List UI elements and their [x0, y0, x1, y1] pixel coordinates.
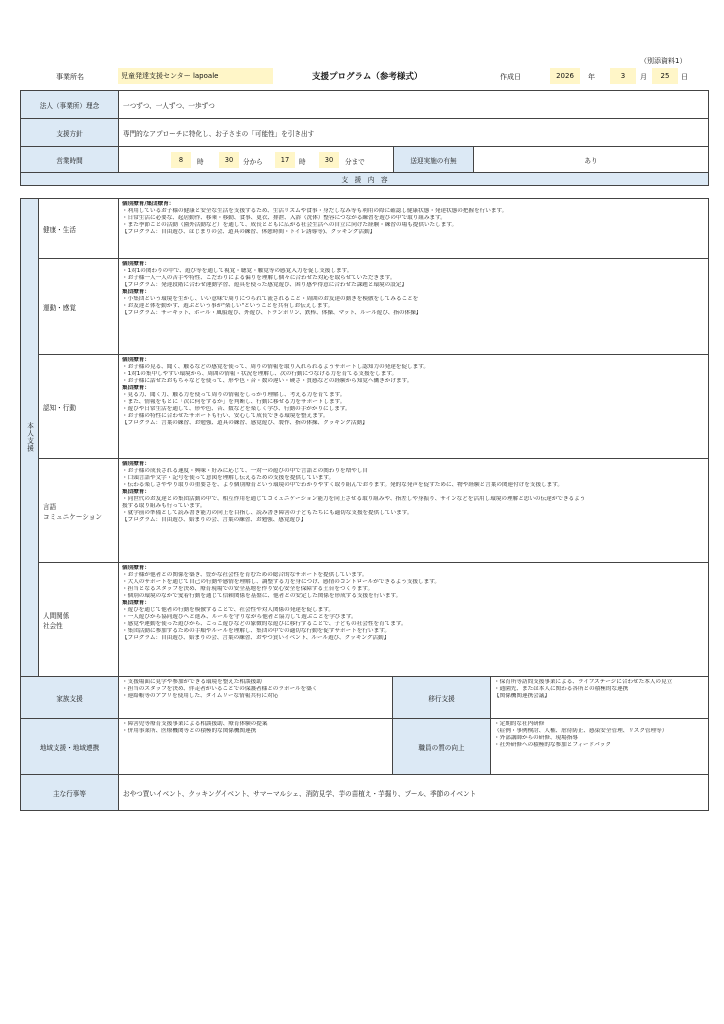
- text-line: 個別療育/集団療育：: [122, 201, 175, 207]
- text-line: ・大人のサポートを通じて自己の行動や感情を理解し、調整する力を身につけ、感情のコントロールができるよう支援します。: [122, 579, 440, 585]
- date-year-unit: 年: [588, 73, 595, 81]
- hours-value: [119, 147, 394, 173]
- section-body-social: [119, 563, 709, 677]
- text-line: ・遊びや日常生活を通して、形や色、音、数などを楽しく学び、行動の手がかりにします。: [122, 406, 351, 412]
- minute-unit-1: 分から: [243, 157, 263, 166]
- text-line: ・通園先、または本人に関わる各所との積極的な連携: [494, 686, 629, 692]
- text-line: ・定期的な社内研修: [494, 721, 545, 727]
- date-label: 作成日: [500, 73, 521, 81]
- staff-body: [491, 719, 709, 775]
- text-line: ・また、情報をもとに「次に何をするか」を判断し、行動に移せる力をサポートします。: [122, 399, 346, 405]
- transport-label: 送迎実施の有無: [394, 147, 474, 173]
- transition-label: 移行支援: [393, 677, 491, 719]
- text-line: ・担当のスタッフを決め、伴走者がいることでの保護者様とのラポールを築く: [122, 686, 318, 692]
- text-line: ・お子様の特性に合わせたサポートも行い、安心して成長できる環境を整えます。: [122, 413, 329, 419]
- start-minute: 30: [219, 152, 239, 168]
- text-line: ・口頭言語や文字・記号を使って意図を理解し伝えるための支援を提供しています。: [122, 475, 335, 481]
- text-line: 【プログラム：自由遊び、はじまりの会、道具の練習、休憩時間・トイレ誘導等)、クッキング活動】: [122, 229, 376, 235]
- date-month: 3: [610, 68, 636, 84]
- family-body: [119, 677, 393, 719]
- text-line: 【関係機関連携会議】: [494, 693, 550, 699]
- section-label-language-text: 言語 コミュニケーション: [43, 502, 102, 521]
- hours-label: 営業時間: [21, 147, 119, 173]
- text-line: ・感覚や運動を使った遊びから、ごっこ遊びなどの象徴的な遊びに移行することで、子どもの社会性を育てます。: [122, 621, 407, 627]
- text-line: ・連絡帳等のアプリを使用した、タイムリーな情報共有に対応: [122, 693, 279, 699]
- section-body-language: [119, 459, 709, 563]
- text-line: ・お子様一人一人の苦手や特性、こだわりによる偏りを理解し個々に合わせた対応を取らせていただきます。: [122, 275, 396, 281]
- section-body-cognition: [119, 355, 709, 459]
- text-line: ・お子様の成長される速度・興味・好みに応じて、一対一の遊びの中で言語との関わりを増やし自: [122, 468, 369, 474]
- content-header: 支 援 内 容: [21, 173, 709, 186]
- start-hour: 8: [171, 152, 191, 168]
- self-support-cell: [21, 199, 39, 677]
- minute-unit-2: 分まで: [345, 157, 365, 166]
- text-line: ・社外研修への積極的な参加とフィードバック: [494, 742, 611, 748]
- staff-label: 職員の質の向上: [393, 719, 491, 775]
- text-line: ・外部講師からの研修、現場指導: [494, 735, 578, 741]
- text-line: ・お子様に話せたおもちゃなどを使って、形や色・音・数の違い・硬さ・質感などの経験から知覚へ働きかけます。: [122, 378, 413, 384]
- section-label-language: [39, 459, 119, 563]
- section-label-health: 健康・生活: [39, 199, 119, 259]
- date-day: 25: [652, 68, 678, 84]
- section-body-health: [119, 199, 709, 259]
- text-line: 集団療育：: [122, 600, 150, 606]
- transport-value: あり: [474, 147, 709, 173]
- text-line: ・小集団という環境を生かし、いい意味で周りにつられて流されること・周囲のお友達の動きを模倣をしてみることを: [122, 296, 419, 302]
- text-line: ・遊びを通じて他者の行動を模倣することで、社会性や対人関係の発達を促します。: [122, 607, 335, 613]
- info-table: [20, 90, 709, 186]
- policy-label: 支援方針: [21, 119, 119, 147]
- text-line: 集団療育：: [122, 289, 150, 295]
- text-line: 個別療育：: [122, 261, 150, 267]
- text-line: ・お友達と体を動かす、遊ぶという事が"楽しい"ということを共有しお伝えします。: [122, 303, 334, 309]
- text-line: 【プログラム：自由遊び、始まりの会、言葉の練習、お勉強、感覚遊び】: [122, 517, 307, 523]
- text-line: ・お子様が他者との関係を築き、豊かな社会性を育むための総合的なサポートを提供しています。: [122, 572, 368, 578]
- text-line: ・1対1の集中しやすい環境から、周囲の情報・状況を理解し、次の行動につなげる力を育てる支援をします。: [122, 371, 398, 377]
- text-line: ・1対1の関わりの中で、遊び等を通して視覚・聴覚・触覚等の感覚入力を促し支援します。: [122, 268, 353, 274]
- end-hour: 17: [275, 152, 295, 168]
- text-line: ・集団活動に参加するための手順やルールを理解し、集団の中での適切な行動を促すサポートを行います。: [122, 628, 390, 634]
- text-line: ・一人遊びから協同遊びへと進み、ルールを守りながら他者と協力して遊ぶことを学びます。: [122, 614, 357, 620]
- text-line: ・保育所等訪問支援事業による、ライフステージに合わせた本人の見立: [494, 679, 673, 685]
- text-line: 個別療育：: [122, 565, 150, 571]
- section-label-social-text: 人間関係 社会性: [43, 611, 70, 630]
- events-value: おやつ買いイベント、クッキングイベント、サマーマルシェ、消防見学、芋の苗植え・芋掘り、プール、季節のイベント: [119, 775, 709, 811]
- section-label-cognition: 認知・行動: [39, 355, 119, 459]
- section-body-motor: [119, 259, 709, 355]
- philosophy-label: 法人（事業所）理念: [21, 91, 119, 119]
- hour-unit-1: 時: [197, 157, 204, 166]
- text-line: ・利用しているお子様の健康と安全な生活を支援するため、生活リズムや食事・身だしなみ等も利用の際に確認し健康状態・発達状態の把握を行います。: [122, 208, 508, 214]
- text-line: ・担当となるスタッフを決め、療育現場での安全基地を作り安心安全を保障する土台をつくります。: [122, 586, 374, 592]
- text-line: ・日常生活に必要な、起居動作、移乗・移動、食事、更衣、排泄、入浴（洗体）整容につながる練習を遊びの中で取り組みます。: [122, 215, 446, 221]
- date-year: 2026: [550, 68, 580, 84]
- text-line: ・支援場面に見学や参加ができる環境を整えた相談援助: [122, 679, 262, 685]
- text-line: ・併用事業所、医療機関等との積極的な関係機関連携: [122, 728, 257, 734]
- text-line: 【プログラム：自由遊び、始まりの会、言葉の練習、おやつ買いイベント、ルール遊び、クッキング活動】: [122, 635, 390, 641]
- date-day-unit: 日: [681, 73, 688, 81]
- text-line: 集団療育：: [122, 385, 150, 391]
- policy-value: 専門的なアプローチに特化し、お子さまの「可能性」を引き出す: [119, 119, 709, 147]
- text-line: （症例・事例検討、人権、虐待防止、感染安全管理、リスク管理等）: [494, 728, 668, 734]
- text-line: 【プログラム：言葉の練習、お勉強、道具の練習、感覚遊び、製作、指の体操、クッキング活動】: [122, 420, 368, 426]
- community-label: 地域支援・地域連携: [21, 719, 119, 775]
- office-name: 児童発達支援センター lapoale: [118, 68, 273, 84]
- text-line: 【プログラム：サーキット、ボール・風船遊び、外遊び、トランポリン、鉄棒、体操、マット、ルール遊び、指の体操】: [122, 310, 422, 316]
- hour-unit-2: 時: [299, 157, 306, 166]
- text-line: ・就学前の準備として読み書き能力の向上を目指し、読み書き障害の子どもたちにも適切な支援を提供しています。: [122, 510, 413, 516]
- self-support-label: 本人支援: [25, 422, 34, 453]
- text-line: ・個別の環境のなかで愛着行動を通じて信頼関係を基盤に、他者との安定した関係を形成する支援を行います。: [122, 593, 402, 599]
- end-minute: 30: [319, 152, 339, 168]
- family-label: 家族支援: [21, 677, 119, 719]
- page-title: 支援プログラム（参考様式）: [312, 72, 423, 82]
- section-label-motor: 運動・感覚: [39, 259, 119, 355]
- text-line: 個別療育：: [122, 357, 150, 363]
- text-line: 援する取り組みも行っています。: [122, 503, 206, 509]
- text-line: 個別療育：: [122, 461, 150, 467]
- text-line: 【プログラム：発達段階に合わせ運動学習、遊具を使った感覚遊び、困り感や得意に合わせた課題と環境の設定】: [122, 282, 408, 288]
- text-line: ・伝わる楽しさややり取りの重要さを、より個別療育という環境の中でわかりやすく取り組んでおります。発的な発声を促すために、物や経験と言葉の関連付けを支援します。: [122, 482, 564, 488]
- section-label-social: [39, 563, 119, 677]
- date-month-unit: 月: [640, 73, 647, 81]
- text-line: ・お子様の見る、聞く、触るなどの感覚を使って、周りの情報を取り入れられるようサポートし認知力の発達を促します。: [122, 364, 429, 370]
- support-table: [20, 198, 709, 677]
- text-line: ・同世代のお友達との集団活動の中で、相互作用を通じてコミュニケーション能力を向上させる取り組みや、指差しや身振り、サインなどを活用し環境の理解と思いの伝達ができるよう: [122, 496, 586, 502]
- office-label: 事業所名: [56, 73, 84, 81]
- community-body: [119, 719, 393, 775]
- text-line: ・また季節ごとの活動（園外活動など）を通して、成長とともに広がる社会生活への自立に向けた経験・練習の場も提供いたします。: [122, 222, 458, 228]
- events-label: 主な行事等: [21, 775, 119, 811]
- bottom-table: [20, 676, 709, 811]
- text-line: 集団療育：: [122, 489, 150, 495]
- annex-note: （別添資料1）: [640, 57, 687, 65]
- transition-body: [491, 677, 709, 719]
- philosophy-value: 一つずつ、一人ずつ、一歩ずつ: [119, 91, 709, 119]
- text-line: ・見る力、聞く力、触る力を使って周りの情報をしっかり理解し、考える力を育てます。: [122, 392, 346, 398]
- text-line: ・障害児等療育支援事業による相談援助、療育体験の提案: [122, 721, 268, 727]
